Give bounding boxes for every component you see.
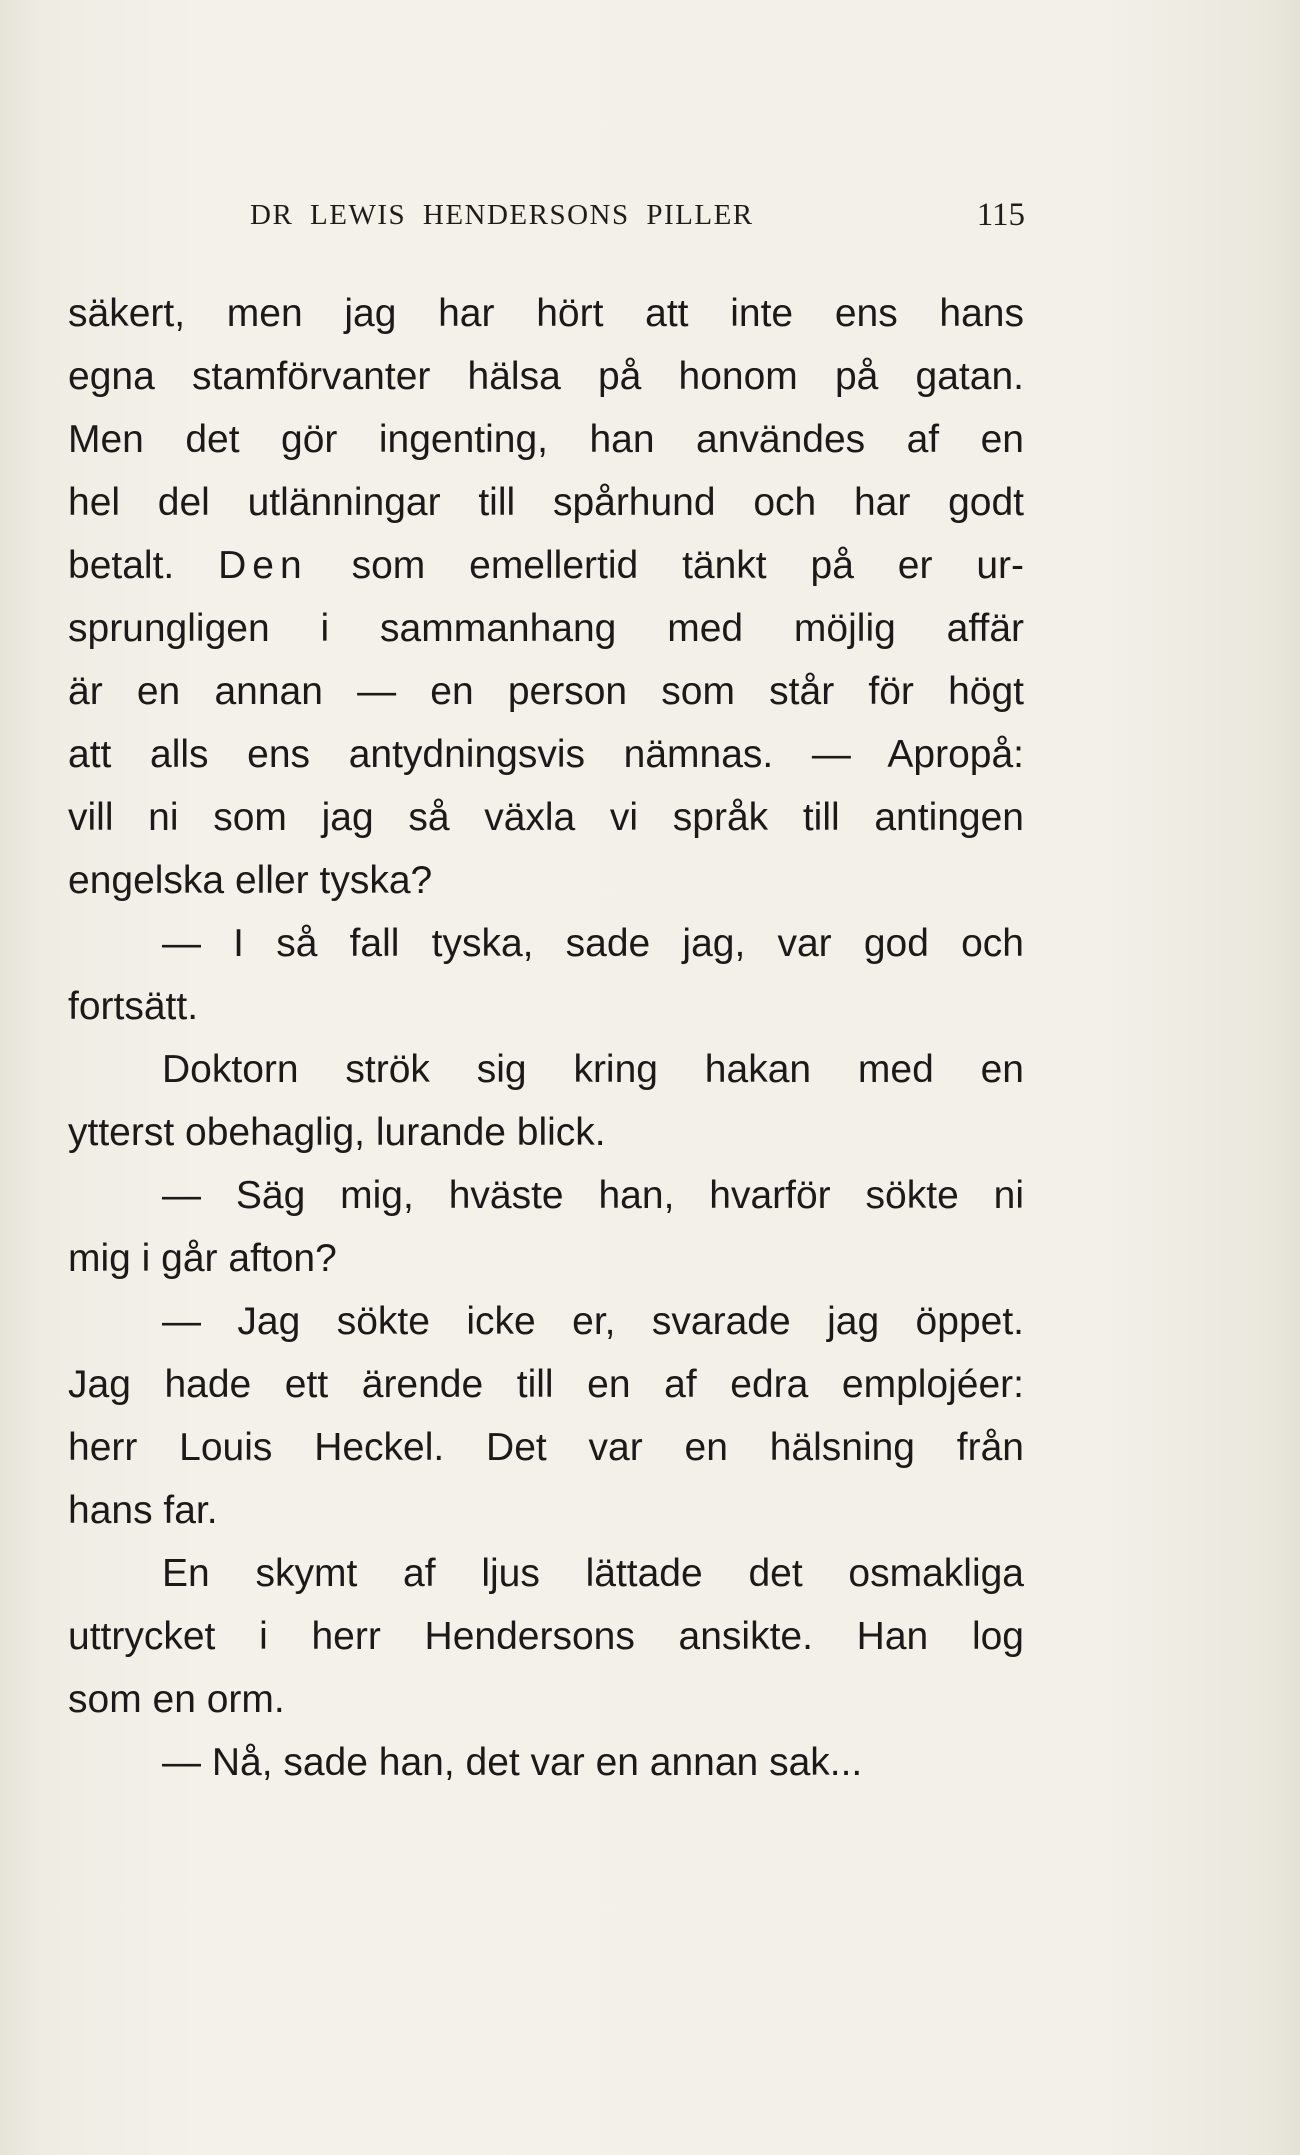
text-line: ytterst obehaglig, lurande blick.	[68, 1111, 606, 1154]
text-line: Doktorn strök sig kring hakan med en	[162, 1048, 1024, 1091]
text-segment: betalt.	[68, 544, 219, 587]
text-line: egna stamförvanter hälsa på honom på gatan.	[68, 355, 1024, 398]
text-line	[68, 534, 1024, 597]
running-title: DR LEWIS HENDERSONS PILLER	[250, 199, 754, 231]
text-line: engelska eller tyska?	[68, 859, 433, 902]
text-line: sprungligen i sammanhang med möjlig affär	[68, 607, 1024, 650]
page-header	[250, 190, 1025, 240]
text-line: — I så fall tyska, sade jag, var god och	[162, 922, 1024, 965]
emphasized-word: Den	[218, 544, 308, 587]
body-text	[68, 282, 1024, 1794]
text-line: säkert, men jag har hört att inte ens hans	[68, 292, 1024, 335]
text-line: Jag hade ett ärende till en af edra emplojéer:	[68, 1363, 1024, 1406]
text-line: — Jag sökte icke er, svarade jag öppet.	[162, 1300, 1024, 1343]
text-line: — Säg mig, hväste han, hvarför sökte ni	[162, 1174, 1024, 1217]
text-line: vill ni som jag så växla vi språk till antingen	[68, 796, 1024, 839]
text-line: uttrycket i herr Hendersons ansikte. Han log	[68, 1615, 1024, 1658]
text-line: Men det gör ingenting, han användes af en	[68, 418, 1024, 461]
text-segment: som emellertid tänkt på er ur-	[307, 544, 1025, 587]
text-line: hel del utlänningar till spårhund och har godt	[68, 481, 1024, 524]
text-line: herr Louis Heckel. Det var en hälsning från	[68, 1426, 1024, 1469]
text-line: att alls ens antydningsvis nämnas. — Apropå:	[68, 733, 1024, 776]
text-line: mig i går afton?	[68, 1237, 337, 1280]
page-number: 115	[976, 197, 1025, 233]
text-line: En skymt af ljus lättade det osmakliga	[162, 1552, 1024, 1595]
text-line: fortsätt.	[68, 985, 199, 1028]
text-line: är en annan — en person som står för högt	[68, 670, 1024, 713]
text-line: som en orm.	[68, 1678, 285, 1721]
text-line: hans far.	[68, 1489, 218, 1532]
text-line: — Nå, sade han, det var en annan sak...	[162, 1741, 863, 1784]
